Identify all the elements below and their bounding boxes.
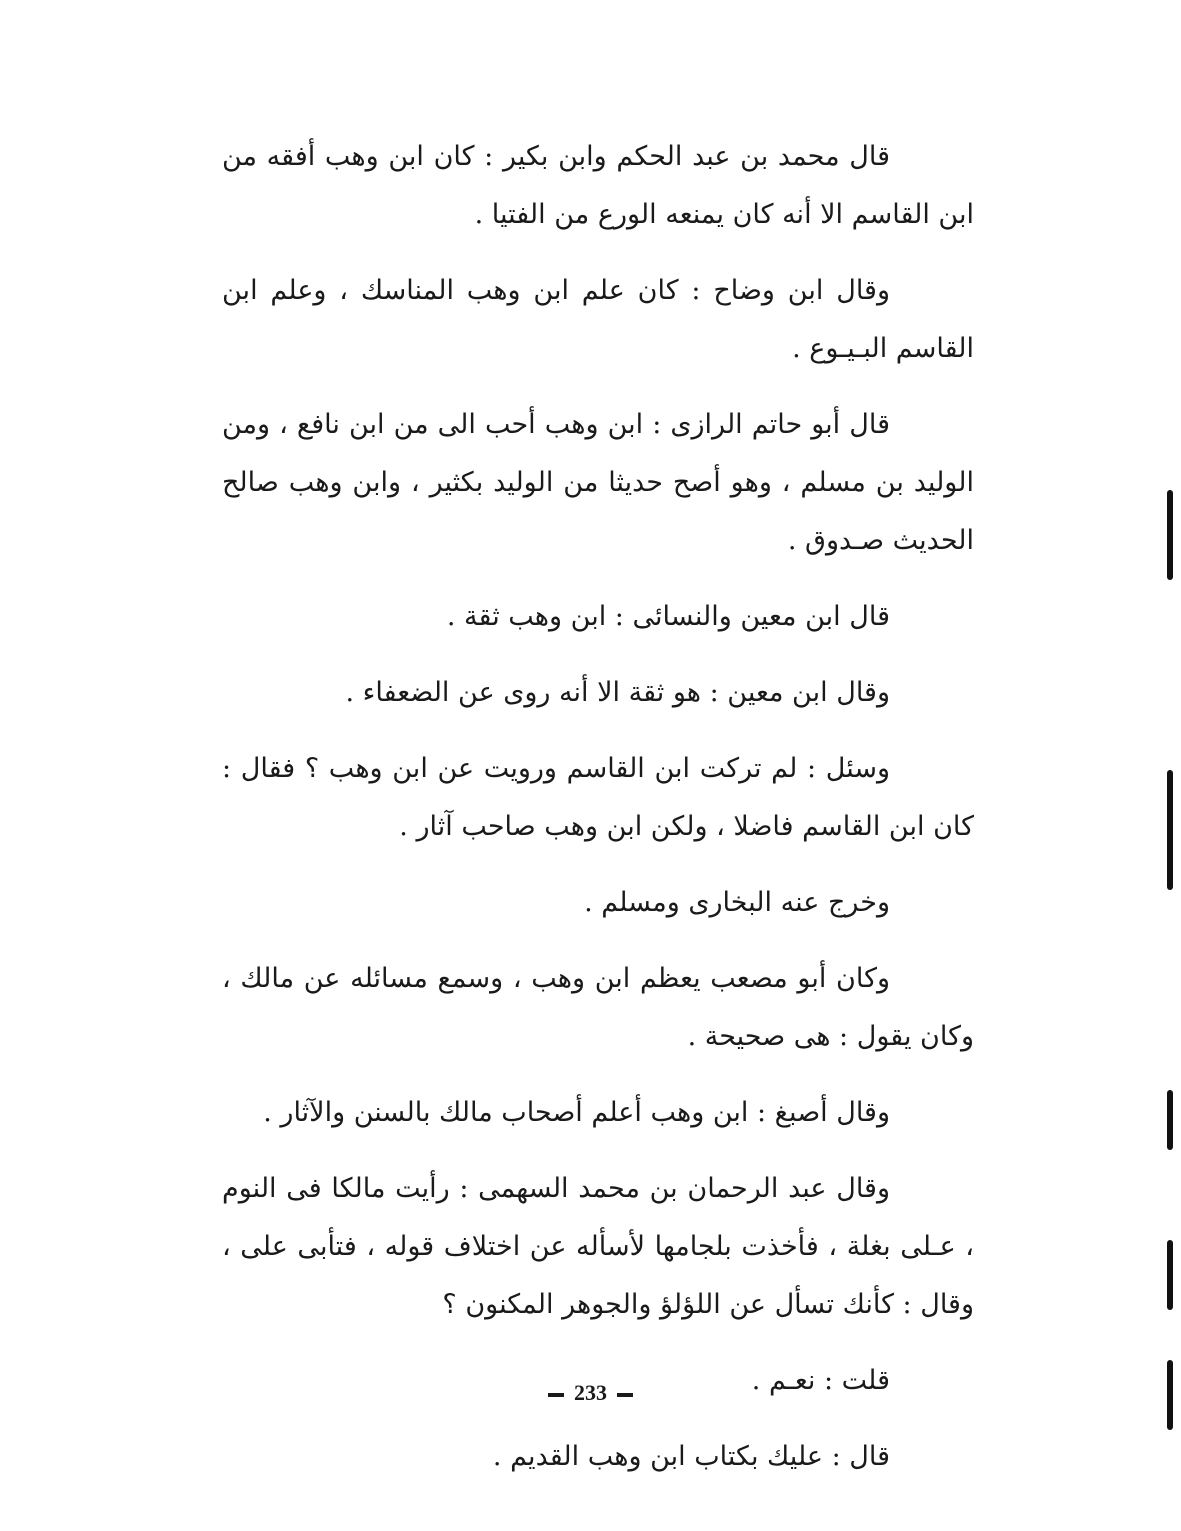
paragraph-10: وقال عبد الرحمان بن محمد السهمى : رأيت مالكا فى النوم ، عـلى بغلة ، فأخذت بلجامها لأسأله عن اختلاف قوله ، فتأبى على ، وقال : كأنك تسأل عن اللؤلؤ والجوهر المكنون ؟ bbox=[222, 1173, 974, 1320]
dash-right bbox=[617, 1393, 633, 1397]
paragraph-7: وخرج عنه البخارى ومسلم . bbox=[584, 887, 890, 918]
paragraph-4: قال ابن معين والنسائى : ابن وهب ثقة . bbox=[446, 601, 890, 632]
scan-mark bbox=[1167, 1360, 1173, 1430]
paragraph-6: وسئل : لم تركت ابن القاسم ورويت عن ابن وهب ؟ فقال : كان ابن القاسم فاضلا ، ولكن ابن وهب صاحب آثار . bbox=[222, 753, 974, 842]
scan-mark bbox=[1167, 490, 1173, 580]
paragraph-3: قال أبو حاتم الرازى : ابن وهب أحب الى من ابن نافع ، ومن الوليد بن مسلم ، وهو أصح حديثا من الوليد بكثير ، وابن وهب صالح الحديث صـدوق . bbox=[222, 409, 974, 556]
paragraph-2: وقال ابن وضاح : كان علم ابن وهب المناسك ، وعلم ابن القاسم البـيـوع . bbox=[222, 275, 974, 364]
paragraph-12: قال : عليك بكتاب ابن وهب القديم . bbox=[492, 1441, 890, 1472]
paragraph-9: وقال أصبغ : ابن وهب أعلم أصحاب مالك بالسنن والآثار . bbox=[263, 1097, 890, 1128]
body-text bbox=[222, 128, 974, 1504]
scan-edge-shadow bbox=[1151, 480, 1181, 1440]
scan-mark bbox=[1167, 770, 1173, 890]
page-number bbox=[0, 1380, 1181, 1406]
scan-mark bbox=[1167, 1090, 1173, 1150]
paragraph-11: قلت : نعـم . bbox=[751, 1365, 890, 1396]
dash-left bbox=[548, 1393, 564, 1397]
paragraph-1: قال محمد بن عبد الحكم وابن بكير : كان ابن وهب أفقه من ابن القاسم الا أنه كان يمنعه الورع من الفتيا . bbox=[222, 141, 974, 230]
page-number-value: 233 bbox=[574, 1380, 607, 1405]
paragraph-5: وقال ابن معين : هو ثقة الا أنه روى عن الضعفاء . bbox=[345, 677, 890, 708]
scan-mark bbox=[1167, 1240, 1173, 1310]
paragraph-8: وكان أبو مصعب يعظم ابن وهب ، وسمع مسائله عن مالك ، وكان يقول : هى صحيحة . bbox=[222, 963, 974, 1052]
